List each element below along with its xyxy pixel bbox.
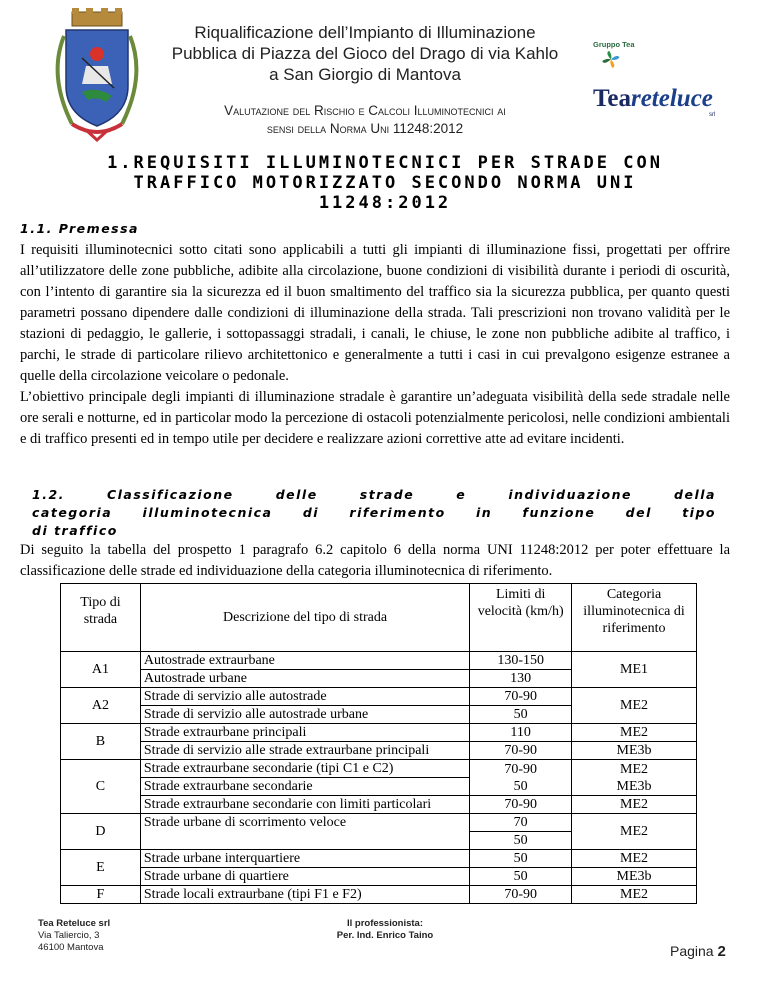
cell-desc: Strade extraurbane secondarie xyxy=(140,778,469,796)
tea-reteluce-logo-icon xyxy=(598,48,658,88)
cell-desc: Strade extraurbane secondarie (tipi C1 e C2) xyxy=(140,760,469,778)
table-row xyxy=(61,742,697,760)
cell-cat: ME3b xyxy=(572,742,697,760)
cell-cat: ME1 xyxy=(572,652,697,688)
cell-speed: 130 xyxy=(470,670,572,688)
header-subtitle: Valutazione del Rischio e Calcoli Illuminotecnici ai sensi della Norma Uni 11248:2012 xyxy=(224,103,506,136)
cell-desc: Autostrade extraurbane xyxy=(140,652,469,670)
classificazione-paragraph: Di seguito la tabella del prospetto 1 paragrafo 6.2 capitolo 6 della norma UNI 11248:2012 per poter effettuare la classificazione delle strade ed individuazione della categoria illuminotecnica di riferimento. xyxy=(20,542,730,579)
cell-speed: 50 xyxy=(470,850,572,868)
cell-type: B xyxy=(61,724,141,760)
cell-speed: 70-90 xyxy=(470,796,572,814)
cell-speed: 130-150 xyxy=(470,652,572,670)
header-cat: Categoria illuminotecnica di riferimento xyxy=(572,584,697,652)
cell-cat: ME2 xyxy=(572,814,697,850)
municipality-crest xyxy=(42,6,152,144)
section-1-heading: 1.REQUISITI ILLUMINOTECNICI PER STRADE CON TRAFFICO MOTORIZZATO SECONDO NORMA UNI 11248:2012 xyxy=(107,153,663,213)
table-row xyxy=(61,850,697,868)
section-1-2-heading: 1.2. Classificazione delle strade e individuazione della categoria illuminotecnica di riferimento in funzione del tipo di traffico xyxy=(32,487,716,538)
cell-desc: Strade extraurbane principali xyxy=(140,724,469,742)
table-header-row xyxy=(61,584,697,652)
cell-speed: 50 xyxy=(470,868,572,886)
cell-speed: 50 xyxy=(470,706,572,724)
cell-cat: ME2 xyxy=(572,688,697,724)
table-row xyxy=(61,796,697,814)
logo-srl: srl xyxy=(709,112,716,118)
cell-speed: 70 xyxy=(470,814,572,832)
header-speed: Limiti di velocità (km/h) xyxy=(470,584,572,652)
cell-type: C xyxy=(61,760,141,814)
cell-desc: Strade di servizio alle autostrade xyxy=(140,688,469,706)
cell-speed: 70-90 xyxy=(470,742,572,760)
header-type: Tipo di strada xyxy=(61,584,141,652)
cell-speed: 70-90 xyxy=(470,886,572,904)
header-desc: Descrizione del tipo di strada xyxy=(140,584,469,652)
table-row xyxy=(61,760,697,778)
table-row xyxy=(61,688,697,706)
cell-desc: Strade di servizio alle autostrade urbane xyxy=(140,706,469,724)
cell-cat: ME3b xyxy=(572,868,697,886)
cell-type: A2 xyxy=(61,688,141,724)
cell-speed: 70-90 xyxy=(470,688,572,706)
table-row xyxy=(61,724,697,742)
cell-desc: Strade locali extraurbane (tipi F1 e F2) xyxy=(140,886,469,904)
cell-type: D xyxy=(61,814,141,850)
cell-desc: Strade urbane di quartiere xyxy=(140,868,469,886)
cell-cat: ME2 xyxy=(572,724,697,742)
cell-speed: 70-90 50 xyxy=(470,760,572,796)
table-row xyxy=(61,652,697,670)
header-title: Riqualificazione dell’Impianto di Illuminazione Pubblica di Piazza del Gioco del Drago di via Kahlo a San Giorgio di Mantova xyxy=(171,23,559,84)
footer-company: Tea Reteluce srl Via Taliercio, 3 46100 Mantova xyxy=(38,918,111,953)
cell-type: A1 xyxy=(61,652,141,688)
cell-cat: ME2 ME3b xyxy=(572,760,697,796)
table-row xyxy=(61,868,697,886)
cell-cat: ME2 xyxy=(572,796,697,814)
road-classification-table xyxy=(60,583,697,904)
table-row xyxy=(61,814,697,832)
cell-desc: Autostrade urbane xyxy=(140,670,469,688)
cell-type: E xyxy=(61,850,141,886)
cell-cat: ME2 xyxy=(572,886,697,904)
premessa-paragraph-1: I requisiti illuminotecnici sotto citati sono applicabili a tutti gli impianti di illuminazione fissi, progettati per offrire all’utilizzatore delle zone pubbliche, adibite alla circolazione, buone condizioni di visibilità durante i periodi di oscurità, con l’intento di garantire sia la sicurezza ed il buon smaltimento del traffico sia la sicurezza pubblica, per quanto questi parametri possano dipendere dalle condizioni di illuminazione della strada. Tali prescrizioni non trovano validità per le stazioni di pedaggio, le gallerie, i sottopassaggi stradali, i canali, le chiuse, le zone non pubbliche adibite al traffico, i parchi, le strade di particolare rilievo architettonico e generalmente a tutti i casi in cui prevalgono esigenze estranee a quelle della circolazione veicolare o pedonale. xyxy=(20,242,730,384)
premessa-paragraph-2: L’obiettivo principale degli impianti di illuminazione stradale è garantire un’adeguata visibilità della sede stradale nelle ore serali e notturne, ed in particolar modo la percezione di ostacoli potenzialmente pericolosi, nelle condizioni ambientali e di traffico presenti ed in tempo utile per decidere e realizzare azioni correttive atte ad evitare incidenti. xyxy=(20,389,730,447)
footer-professional: Il professionista: Per. Ind. Enrico Taino xyxy=(336,918,434,941)
section-1-1-heading: 1.1. Premessa xyxy=(20,221,139,236)
table-row xyxy=(61,886,697,904)
cell-speed: 50 xyxy=(470,832,572,850)
cell-speed: 110 xyxy=(470,724,572,742)
cell-type: F xyxy=(61,886,141,904)
page-number: Pagina 2 xyxy=(670,943,726,960)
cell-desc: Strade urbane interquartiere xyxy=(140,850,469,868)
cell-desc: Strade di servizio alle strade extraurbane principali xyxy=(140,742,469,760)
logo-group-text: Gruppo Tea xyxy=(593,40,635,49)
cell-desc: Strade urbane di scorrimento veloce xyxy=(140,814,469,850)
logo-wordmark: Teareteluce xyxy=(593,85,713,112)
cell-cat: ME2 xyxy=(572,850,697,868)
cell-desc: Strade extraurbane secondarie con limiti particolari xyxy=(140,796,469,814)
